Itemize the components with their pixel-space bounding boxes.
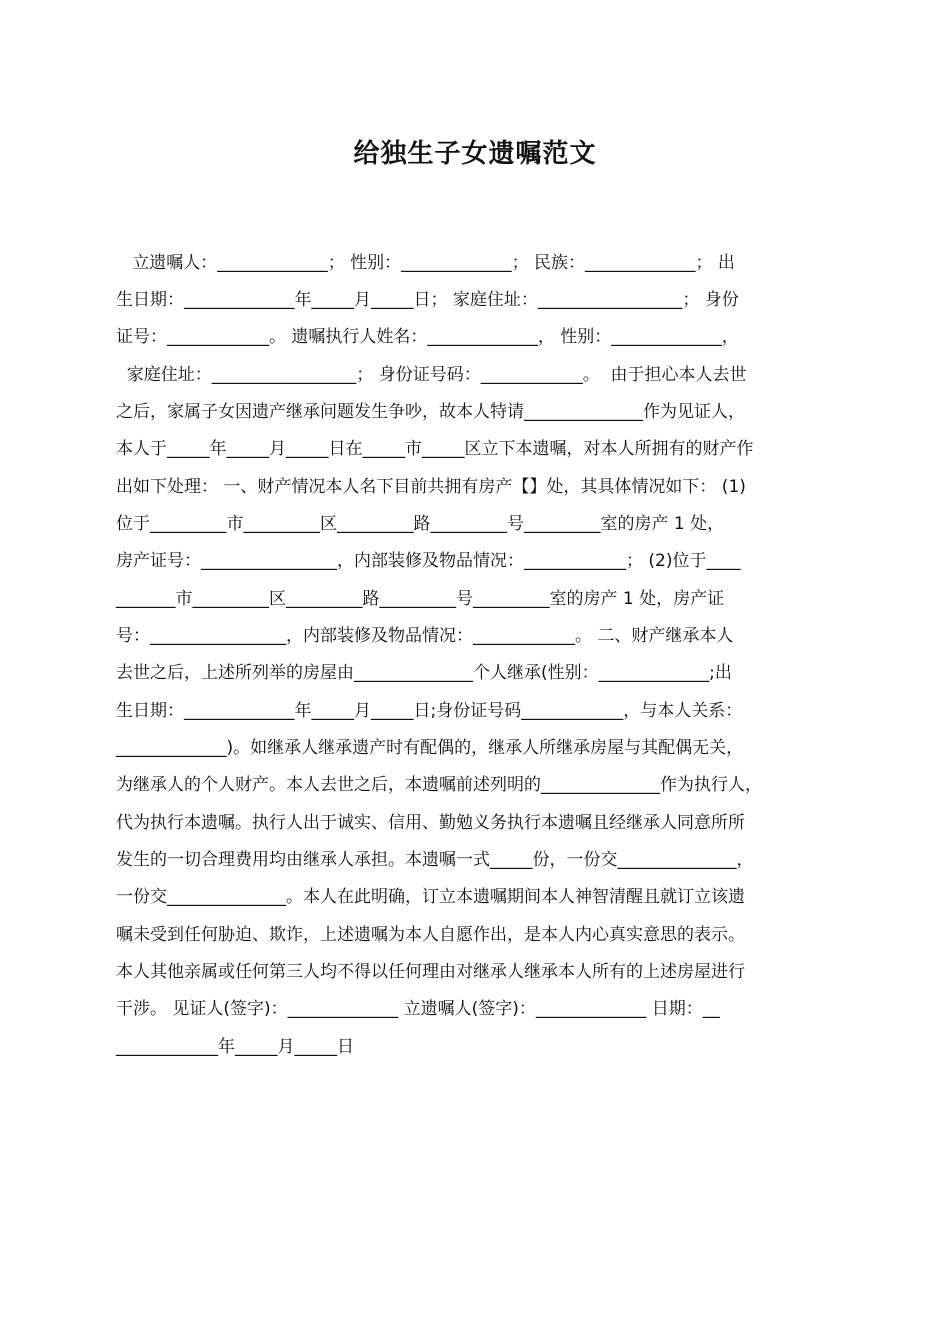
body-line-22: ____________年_____月_____日 <box>116 1037 354 1057</box>
body-line-4: 家庭住址：_________________； 身份证号码：____________。 由于担心本人去世 <box>116 365 747 385</box>
body-line-20: 本人其他亲属或任何第三人均不得以任何理由对继承人继承本人所有的上述房屋进行 <box>116 962 745 982</box>
body-line-17: 发生的一切合理费用均由继承人承担。本遗嘱一式_____份，一份交______________， <box>116 850 754 870</box>
body-line-21: 干涉。 见证人(签字)：_____________ 立遗嘱人(签字)：_____________ 日期：__ <box>116 999 720 1019</box>
body-line-3: 证号：____________。 遗嘱执行人姓名：_____________， 性别：_____________， <box>116 327 739 347</box>
body-line-5: 之后，家属子女因遗产继承问题发生争吵，故本人特请______________作为见证人， <box>116 402 745 422</box>
body-line-11: 号：________________，内部装修及物品情况：____________。 二、财产继承本人 <box>116 626 734 646</box>
body-line-9: 房产证号：________________，内部装修及物品情况：____________； (2)位于____ <box>116 551 741 571</box>
body-line-15: 为继承人的个人财产。本人去世之后，本遗嘱前述列明的______________作为执行人， <box>116 775 762 795</box>
body-line-1: 立遗嘱人：_____________； 性别：_____________； 民族：_____________； 出 <box>116 253 735 273</box>
body-line-7: 出如下处理： 一、财产情况本人名下目前共拥有房产【】处，其具体情况如下： (1) <box>116 477 746 497</box>
body-line-8: 位于_________市_________区_________路_________号_________室的房产 1 处， <box>116 514 725 534</box>
body-line-12: 去世之后，上述所列举的房屋由______________个人继承(性别：_____________;出 <box>116 663 732 683</box>
body-line-6: 本人于_____年_____月_____日在_____市_____区立下本遗嘱，对本人所拥有的财产作 <box>116 439 754 459</box>
body-line-18: 一份交______________。本人在此明确，订立本遗嘱期间本人神智清醒且就订立该遗 <box>116 887 745 907</box>
body-line-13: 生日期：_____________年_____月_____日;身份证号码____________，与本人关系： <box>116 701 743 721</box>
body-line-2: 生日期：_____________年_____月_____日； 家庭住址：_________________； 身份 <box>116 290 739 310</box>
body-line-19: 嘱未受到任何胁迫、欺诈，上述遗嘱为本人自愿作出，是本人内心真实意思的表示。 <box>116 925 745 945</box>
document-title: 给独生子女遗嘱范文 <box>353 139 597 169</box>
body-line-14: _____________)。如继承人继承遗产时有配偶的，继承人所继承房屋与其配偶无关， <box>116 738 744 758</box>
body-line-16: 代为执行本遗嘱。执行人出于诚实、信用、勤勉义务执行本遗嘱且经继承人同意所所 <box>116 813 745 833</box>
body-line-10: _______市_________区_________路_________号_________室的房产 1 处，房产证 <box>116 589 725 609</box>
